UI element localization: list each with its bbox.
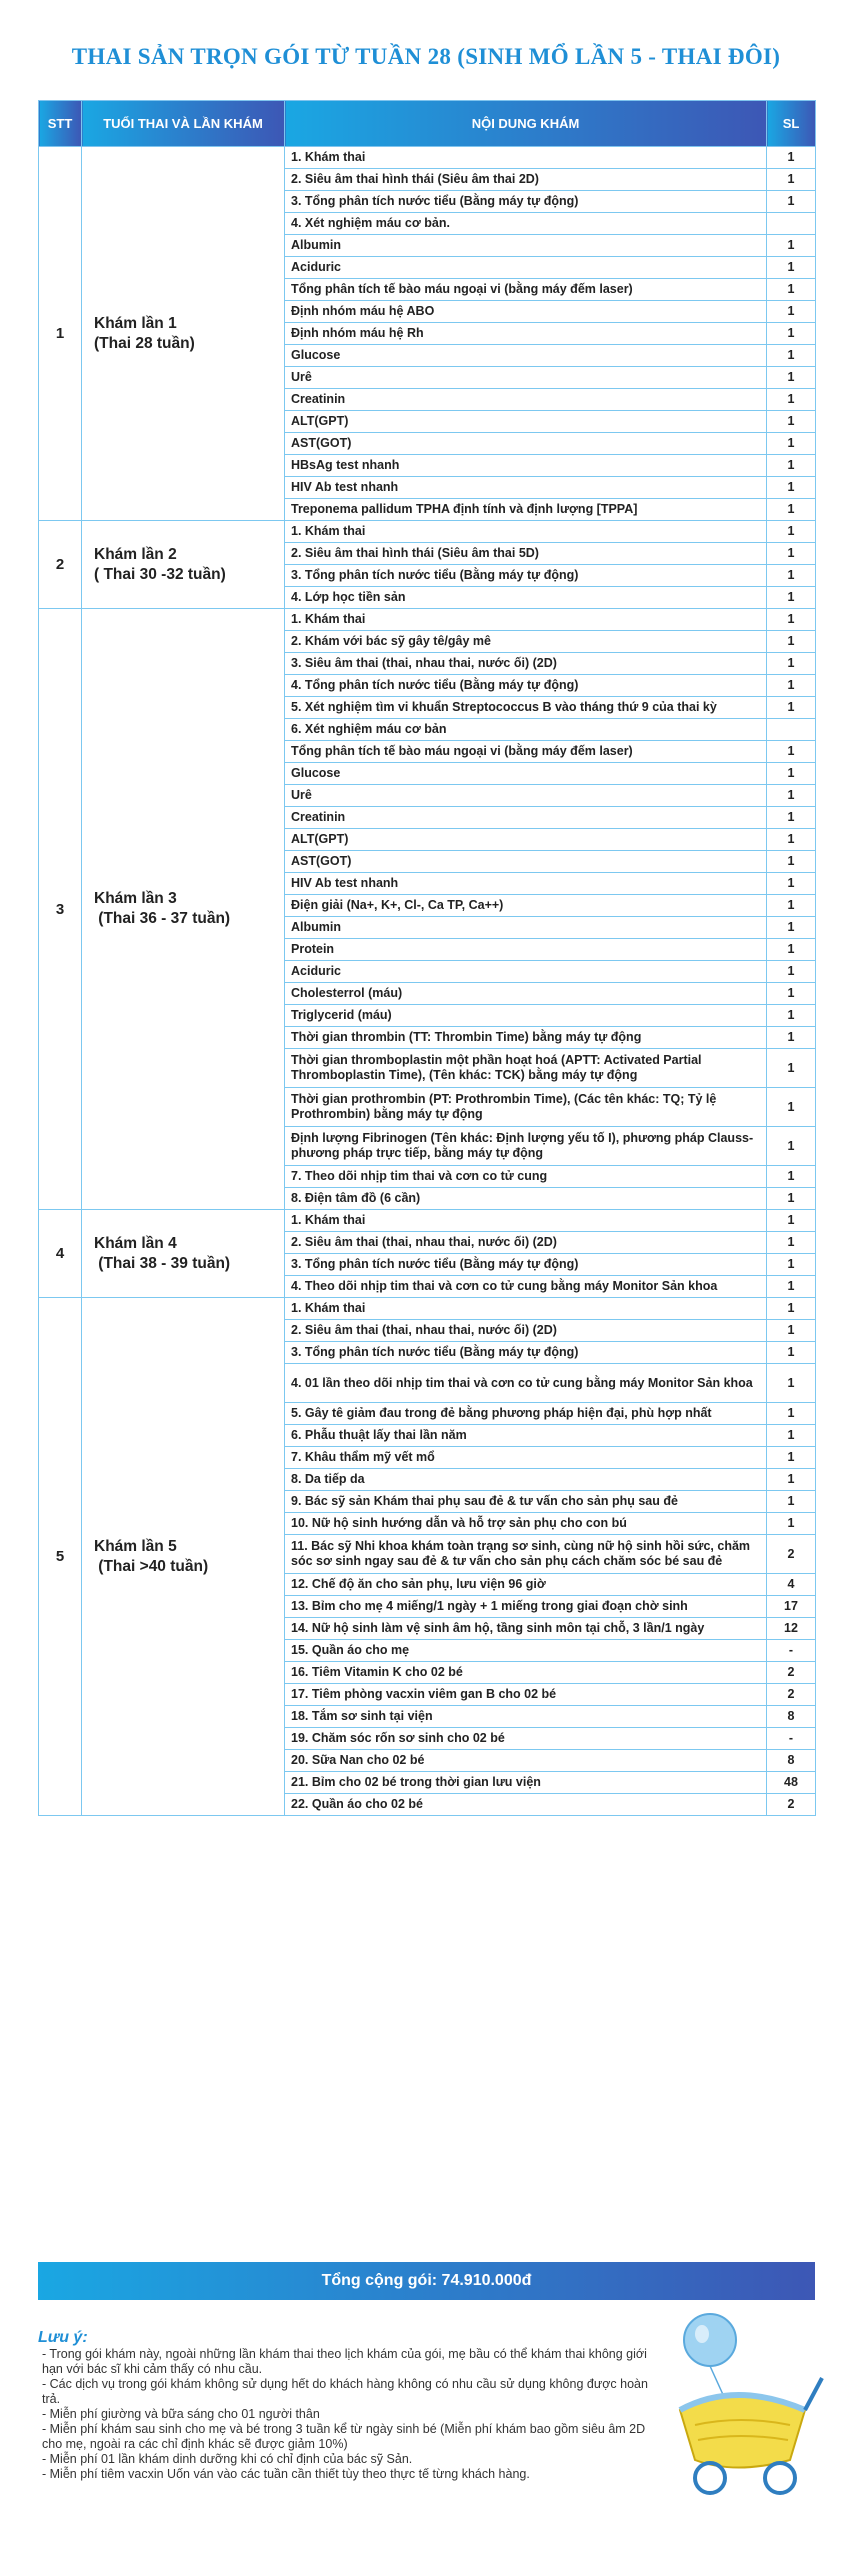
exam-item: Protein (285, 939, 767, 961)
exam-item: Albumin (285, 235, 767, 257)
row-stt: 5 (39, 1298, 82, 1816)
exam-item: Urê (285, 367, 767, 389)
quantity (767, 719, 816, 741)
exam-item: 1. Khám thai (285, 1210, 767, 1232)
note-item: - Miễn phí khám sau sinh cho mẹ và bé trong 3 tuần kể từ ngày sinh bé (Miễn phí khám bao gồm siêu âm 2D cho mẹ, ngoài ra các chỉ định khác sẽ được giảm 10%) (42, 2422, 646, 2451)
exam-item: 6. Phẫu thuật lấy thai lần năm (285, 1425, 767, 1447)
note-item: - Miễn phí giường và bữa sáng cho 01 người thân (42, 2407, 320, 2421)
exam-item: HIV Ab test nhanh (285, 477, 767, 499)
note-item: - Miễn phí 01 lần khám dinh dưỡng khi có chỉ định của bác sỹ Sản. (42, 2452, 413, 2466)
quantity: 1 (767, 1425, 816, 1447)
exam-item: 18. Tắm sơ sinh tại viện (285, 1706, 767, 1728)
quantity: 2 (767, 1794, 816, 1816)
quantity: 1 (767, 983, 816, 1005)
quantity: 1 (767, 323, 816, 345)
package-table (38, 100, 816, 1816)
exam-item: 9. Bác sỹ sản Khám thai phụ sau đẻ & tư vấn cho sản phụ sau đẻ (285, 1491, 767, 1513)
notes-section (38, 2330, 658, 2482)
baby-stroller-illustration (640, 2300, 830, 2500)
exam-item: 3. Tổng phân tích nước tiểu (Bằng máy tự động) (285, 565, 767, 587)
visit-name: Khám lần 4 (94, 1234, 177, 1252)
exam-item: Aciduric (285, 961, 767, 983)
note-item: - Các dịch vụ trong gói khám không sử dụng hết do khách hàng không có nhu cầu sử dụng không được hoàn trả. (42, 2377, 648, 2406)
quantity: 1 (767, 411, 816, 433)
quantity: 1 (767, 191, 816, 213)
exam-item: Thời gian thromboplastin một phần hoạt hoá (APTT: Activated Partial Thromboplastin Time), (Tên khác: TCK) bằng máy tự động (285, 1049, 767, 1088)
exam-item: ALT(GPT) (285, 829, 767, 851)
table-row (39, 1298, 816, 1320)
quantity: 1 (767, 433, 816, 455)
quantity: 1 (767, 301, 816, 323)
quantity: 1 (767, 763, 816, 785)
exam-item: Định nhóm máu hệ ABO (285, 301, 767, 323)
quantity: 1 (767, 917, 816, 939)
quantity: 1 (767, 169, 816, 191)
exam-item: Định lượng Fibrinogen (Tên khác: Định lượng yếu tố I), phương pháp Clauss- phương pháp trực tiếp, bằng máy tự động (285, 1127, 767, 1166)
visit-name: Khám lần 3 (94, 890, 177, 907)
quantity: 1 (767, 1188, 816, 1210)
quantity: 1 (767, 697, 816, 719)
exam-item: Treponema pallidum TPHA định tính và định lượng [TPPA] (285, 499, 767, 521)
exam-item: 15. Quần áo cho mẹ (285, 1640, 767, 1662)
exam-item: Triglycerid (máu) (285, 1005, 767, 1027)
quantity: 1 (767, 1005, 816, 1027)
exam-item: 20. Sữa Nan cho 02 bé (285, 1750, 767, 1772)
exam-item: 8. Điện tâm đồ (6 cần) (285, 1188, 767, 1210)
table-row (39, 147, 816, 169)
quantity: 1 (767, 235, 816, 257)
header-content: NỘI DUNG KHÁM (285, 101, 767, 147)
exam-item: 1. Khám thai (285, 521, 767, 543)
exam-item: 4. Theo dõi nhịp tim thai và cơn co tử cung bằng máy Monitor Sản khoa (285, 1276, 767, 1298)
exam-item: Albumin (285, 917, 767, 939)
exam-item: 2. Siêu âm thai (thai, nhau thai, nước ối) (2D) (285, 1232, 767, 1254)
quantity: 1 (767, 741, 816, 763)
visit-label (82, 609, 285, 1210)
quantity: 12 (767, 1618, 816, 1640)
visit-period: (Thai 28 tuần) (94, 334, 195, 352)
visit-label (82, 521, 285, 609)
quantity: 1 (767, 1320, 816, 1342)
quantity: 1 (767, 1166, 816, 1188)
exam-item: 10. Nữ hộ sinh hướng dẫn và hỗ trợ sản phụ cho con bú (285, 1513, 767, 1535)
quantity: 1 (767, 785, 816, 807)
exam-item: 2. Siêu âm thai (thai, nhau thai, nước ối) (2D) (285, 1320, 767, 1342)
exam-item: 5. Gây tê giảm đau trong đẻ bằng phương pháp hiện đại, phù hợp nhất (285, 1403, 767, 1425)
total-bar: Tổng cộng gói: 74.910.000đ (38, 2262, 815, 2300)
exam-item: Cholesterrol (máu) (285, 983, 767, 1005)
exam-item: Glucose (285, 763, 767, 785)
exam-item: 4. Tổng phân tích nước tiểu (Bằng máy tự động) (285, 675, 767, 697)
exam-item: 2. Khám với bác sỹ gây tê/gây mê (285, 631, 767, 653)
exam-item: 3. Tổng phân tích nước tiểu (Bằng máy tự động) (285, 191, 767, 213)
quantity: 1 (767, 631, 816, 653)
quantity: 1 (767, 1254, 816, 1276)
exam-item: 3. Tổng phân tích nước tiểu (Bằng máy tự động) (285, 1254, 767, 1276)
exam-item: 12. Chế độ ăn cho sản phụ, lưu viện 96 giờ (285, 1574, 767, 1596)
exam-item: 5. Xét nghiệm tìm vi khuẩn Streptococcus B vào tháng thứ 9 của thai kỳ (285, 697, 767, 719)
exam-item: 1. Khám thai (285, 1298, 767, 1320)
quantity: - (767, 1640, 816, 1662)
quantity: 1 (767, 587, 816, 609)
visit-period: (Thai 38 - 39 tuần) (94, 1254, 231, 1272)
exam-item: 17. Tiêm phòng vacxin viêm gan B cho 02 bé (285, 1684, 767, 1706)
quantity: 1 (767, 565, 816, 587)
exam-item: 14. Nữ hộ sinh làm vệ sinh âm hộ, tầng sinh môn tại chỗ, 3 lần/1 ngày (285, 1618, 767, 1640)
quantity: 2 (767, 1684, 816, 1706)
exam-item: 2. Siêu âm thai hình thái (Siêu âm thai 2D) (285, 169, 767, 191)
table-body (39, 147, 816, 1816)
quantity: 48 (767, 1772, 816, 1794)
quantity: 1 (767, 521, 816, 543)
exam-item: 7. Theo dõi nhịp tim thai và cơn co tử cung (285, 1166, 767, 1188)
quantity: 1 (767, 499, 816, 521)
exam-item: Glucose (285, 345, 767, 367)
quantity: 1 (767, 279, 816, 301)
quantity: - (767, 1728, 816, 1750)
page-title: THAI SẢN TRỌN GÓI TỪ TUẦN 28 (SINH MỔ LẦN 5 - THAI ĐÔI) (71, 44, 781, 69)
exam-item: Tổng phân tích tế bào máu ngoại vi (bằng máy đếm laser) (285, 741, 767, 763)
table-row (39, 521, 816, 543)
row-stt: 1 (39, 147, 82, 521)
quantity: 1 (767, 939, 816, 961)
exam-item: Thời gian prothrombin (PT: Prothrombin Time), (Các tên khác: TQ; Tỷ lệ Prothrombin) bằng máy tự động (285, 1088, 767, 1127)
exam-item: Định nhóm máu hệ Rh (285, 323, 767, 345)
exam-item: Urê (285, 785, 767, 807)
exam-item: 3. Tổng phân tích nước tiểu (Bằng máy tự động) (285, 1342, 767, 1364)
quantity: 8 (767, 1750, 816, 1772)
quantity: 1 (767, 147, 816, 169)
exam-item: AST(GOT) (285, 851, 767, 873)
quantity: 1 (767, 1298, 816, 1320)
quantity: 1 (767, 1491, 816, 1513)
visit-label (82, 1210, 285, 1298)
quantity: 1 (767, 829, 816, 851)
visit-name: Khám lần 5 (94, 1537, 177, 1555)
quantity: 1 (767, 675, 816, 697)
exam-item: Aciduric (285, 257, 767, 279)
visit-name: Khám lần 2 (94, 545, 177, 563)
quantity: 1 (767, 477, 816, 499)
quantity: 1 (767, 1027, 816, 1049)
quantity: 1 (767, 895, 816, 917)
exam-item: 1. Khám thai (285, 609, 767, 631)
exam-item: 3. Siêu âm thai (thai, nhau thai, nước ối) (2D) (285, 653, 767, 675)
exam-item: ALT(GPT) (285, 411, 767, 433)
row-stt: 2 (39, 521, 82, 609)
exam-item: Creatinin (285, 389, 767, 411)
quantity: 1 (767, 1088, 816, 1127)
quantity: 1 (767, 1364, 816, 1403)
exam-item: AST(GOT) (285, 433, 767, 455)
exam-item: 8. Da tiếp da (285, 1469, 767, 1491)
exam-item: HBsAg test nhanh (285, 455, 767, 477)
table-row (39, 1210, 816, 1232)
row-stt: 4 (39, 1210, 82, 1298)
quantity: 1 (767, 1276, 816, 1298)
quantity: 1 (767, 961, 816, 983)
quantity: 1 (767, 367, 816, 389)
exam-item: 13. Bỉm cho mẹ 4 miếng/1 ngày + 1 miếng trong giai đoạn chờ sinh (285, 1596, 767, 1618)
exam-item: 7. Khâu thẩm mỹ vết mổ (285, 1447, 767, 1469)
visit-period: (Thai >40 tuần) (94, 1557, 209, 1575)
exam-item: Tổng phân tích tế bào máu ngoại vi (bằng máy đếm laser) (285, 279, 767, 301)
visit-label (82, 147, 285, 521)
exam-item: 4. 01 lần theo dõi nhịp tim thai và cơn co tử cung bằng máy Monitor Sản khoa (285, 1364, 767, 1403)
quantity: 1 (767, 609, 816, 631)
exam-item: 6. Xét nghiệm máu cơ bản (285, 719, 767, 741)
quantity: 17 (767, 1596, 816, 1618)
table-header-row (39, 101, 816, 147)
quantity: 1 (767, 455, 816, 477)
exam-item: 22. Quần áo cho 02 bé (285, 1794, 767, 1816)
exam-item: Creatinin (285, 807, 767, 829)
table-row (39, 609, 816, 631)
quantity: 1 (767, 345, 816, 367)
quantity: 1 (767, 389, 816, 411)
header-age: TUỔI THAI VÀ LẦN KHÁM (82, 101, 285, 147)
notes-title: Lưu ý: (38, 2329, 88, 2346)
row-stt: 3 (39, 609, 82, 1210)
note-item: - Trong gói khám này, ngoài những lần khám thai theo lịch khám của gói, mẹ bầu có thể khám thai không giới hạn với bác sĩ khi cảm thấy có nhu cầu. (42, 2347, 647, 2376)
quantity: 1 (767, 653, 816, 675)
exam-item: 4. Xét nghiệm máu cơ bản. (285, 213, 767, 235)
exam-item: 11. Bác sỹ Nhi khoa khám toàn trạng sơ sinh, cùng nữ hộ sinh hồi sức, chăm sóc sơ sinh ngay sau đẻ & tư vấn cho sản phụ cách chăm sóc bé sau đẻ (285, 1535, 767, 1574)
quantity: 1 (767, 1210, 816, 1232)
visit-label (82, 1298, 285, 1816)
quantity: 1 (767, 257, 816, 279)
exam-item: Thời gian thrombin (TT: Thrombin Time) bằng máy tự động (285, 1027, 767, 1049)
exam-item: Điện giải (Na+, K+, Cl-, Ca TP, Ca++) (285, 895, 767, 917)
quantity: 1 (767, 1342, 816, 1364)
quantity: 1 (767, 1403, 816, 1425)
quantity: 8 (767, 1706, 816, 1728)
exam-item: 16. Tiêm Vitamin K cho 02 bé (285, 1662, 767, 1684)
visit-period: ( Thai 30 -32 tuần) (94, 565, 226, 583)
quantity: 1 (767, 1049, 816, 1088)
quantity: 1 (767, 1127, 816, 1166)
exam-item: 2. Siêu âm thai hình thái (Siêu âm thai 5D) (285, 543, 767, 565)
quantity: 4 (767, 1574, 816, 1596)
quantity (767, 213, 816, 235)
exam-item: HIV Ab test nhanh (285, 873, 767, 895)
quantity: 1 (767, 1447, 816, 1469)
quantity: 2 (767, 1662, 816, 1684)
header-sl: SL (767, 101, 816, 147)
quantity: 1 (767, 873, 816, 895)
exam-item: 4. Lớp học tiền sản (285, 587, 767, 609)
visit-period: (Thai 36 - 37 tuần) (94, 910, 231, 927)
note-item: - Miễn phí tiêm vacxin Uốn ván vào các tuần cần thiết tùy theo thực tế từng khách hàng. (42, 2467, 530, 2481)
quantity: 1 (767, 543, 816, 565)
quantity: 1 (767, 1469, 816, 1491)
quantity: 1 (767, 1232, 816, 1254)
exam-item: 21. Bỉm cho 02 bé trong thời gian lưu viện (285, 1772, 767, 1794)
quantity: 2 (767, 1535, 816, 1574)
header-stt: STT (39, 101, 82, 147)
quantity: 1 (767, 807, 816, 829)
exam-item: 19. Chăm sóc rốn sơ sinh cho 02 bé (285, 1728, 767, 1750)
visit-name: Khám lần 1 (94, 314, 177, 332)
quantity: 1 (767, 1513, 816, 1535)
quantity: 1 (767, 851, 816, 873)
exam-item: 1. Khám thai (285, 147, 767, 169)
